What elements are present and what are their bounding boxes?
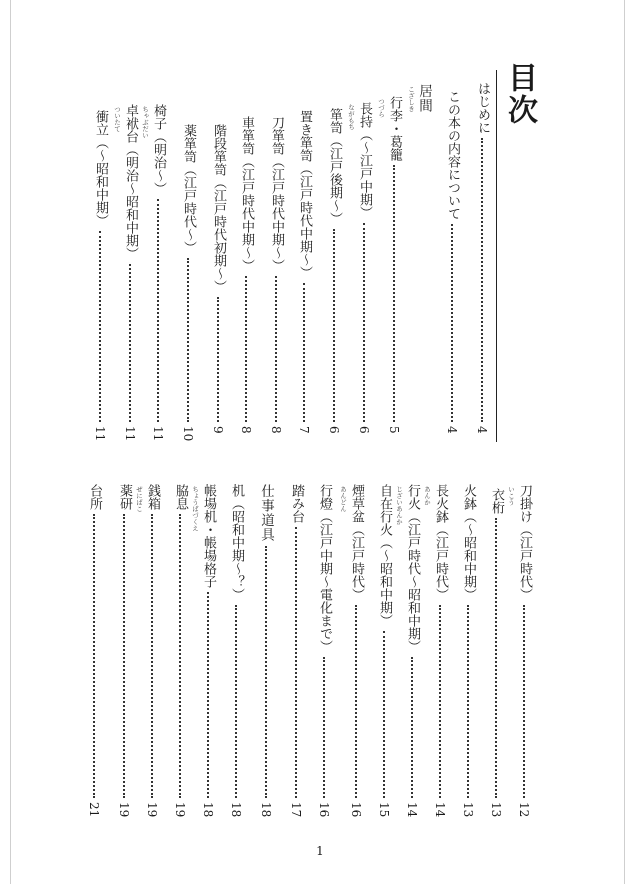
entry-label: 台所	[87, 484, 102, 510]
page-number-ref: 18	[229, 802, 243, 818]
ruby-reading: ながもち	[347, 104, 355, 130]
page-number-ref: 14	[433, 802, 447, 818]
toc-entry	[327, 0, 342, 434]
dotted-leader	[187, 258, 191, 422]
entry-label: はじめに	[475, 82, 490, 134]
ruby-reading: じざいあんか	[395, 486, 403, 525]
toc-title: 目次	[502, 62, 537, 126]
toc-entry	[461, 0, 476, 818]
dotted-leader	[207, 592, 211, 798]
page-number-ref: 19	[145, 802, 159, 818]
dotted-leader	[323, 657, 327, 798]
toc-entry	[258, 0, 274, 818]
entry-label: 行火（江戸時代〜昭和中期）	[405, 484, 420, 653]
dotted-leader	[439, 605, 443, 798]
toc-entry	[489, 0, 504, 818]
ruby-reading: ぜにばこ	[135, 486, 143, 512]
page-number-ref: 15	[377, 802, 391, 818]
page-number-ref: 5	[387, 426, 401, 434]
dotted-leader	[411, 657, 415, 798]
page-number-ref: 4	[475, 426, 489, 434]
entry-label: 銭箱	[145, 484, 160, 510]
ruby-reading: ちゃぶだい	[141, 106, 149, 139]
page-number-ref: 6	[357, 426, 371, 434]
toc-entry	[317, 0, 332, 818]
entry-label: 帳場机・帳場格子	[201, 484, 216, 588]
entry-label: 椅子（明治〜）	[151, 104, 166, 195]
toc-entry	[113, 0, 138, 442]
page-number-ref: 18	[259, 802, 273, 818]
dotted-leader	[303, 283, 307, 422]
page-number-ref: 14	[405, 802, 419, 818]
entry-label: 車箪笥（江戸時代中期〜）	[239, 116, 254, 272]
page-number-ref: 19	[117, 802, 131, 818]
entry-label: 薬箪笥（江戸時代〜）	[181, 124, 196, 254]
dotted-leader	[179, 514, 183, 798]
dotted-leader	[157, 199, 161, 422]
toc-entry	[269, 0, 284, 434]
dotted-leader	[523, 605, 527, 798]
toc-entry	[377, 0, 402, 434]
page-number-ref: 8	[239, 426, 253, 434]
dotted-leader	[275, 276, 279, 422]
page-border-left	[10, 0, 11, 884]
page-number-ref: 8	[269, 426, 283, 434]
toc-entry	[239, 0, 254, 434]
entry-label: 卓袱台（明治〜昭和中期）	[123, 104, 138, 260]
page-number-ref: 12	[517, 802, 531, 818]
toc-entry	[93, 0, 108, 442]
dotted-leader	[481, 138, 485, 422]
page-number-ref: 16	[317, 802, 331, 818]
entry-label: 階段箪笥（江戸時代初期〜）	[211, 124, 226, 293]
dotted-leader	[355, 605, 359, 798]
ruby-reading: つづら	[377, 98, 385, 118]
toc-entry	[475, 0, 490, 434]
page-number-ref: 18	[201, 802, 215, 818]
entry-label: 刀箪笥（江戸時代中期〜）	[269, 116, 284, 272]
toc-entry	[211, 0, 226, 434]
dotted-leader	[383, 631, 387, 798]
page-number-ref: 4	[445, 426, 459, 434]
dotted-leader	[333, 229, 337, 422]
dotted-leader	[123, 514, 127, 798]
page-border-right	[624, 0, 625, 884]
dotted-leader	[99, 231, 103, 422]
entry-label: 衝立（〜昭和中期）	[93, 110, 108, 227]
entry-label: 自在行火（〜昭和中期）	[377, 484, 392, 627]
dotted-leader	[151, 514, 155, 798]
section-heading: 居間	[416, 84, 432, 113]
toc-entry	[191, 0, 216, 818]
toc-entry	[181, 0, 196, 442]
entry-label: 踏み台	[289, 484, 304, 523]
dotted-leader	[265, 546, 269, 798]
entry-label: 行李・葛籠	[387, 96, 402, 161]
page-number-ref: 9	[211, 426, 225, 434]
page-number-ref: 16	[349, 802, 363, 818]
ruby-reading: いこう	[507, 486, 515, 506]
dotted-leader	[245, 276, 249, 422]
entry-label: 長持（〜江戸中期）	[357, 102, 372, 219]
page-number-ref: 6	[327, 426, 341, 434]
entry-label: この本の内容について	[445, 90, 460, 220]
toc-entry	[229, 0, 244, 818]
page-number-ref: 21	[87, 802, 101, 818]
page-number-ref: 13	[489, 802, 503, 818]
entry-label: 刀掛け（江戸時代）	[517, 484, 532, 601]
section-heading: 仕事道具	[258, 484, 274, 542]
entry-label: 火鉢（〜昭和中期）	[461, 484, 476, 601]
toc-entry	[289, 0, 304, 818]
entry-label: 煙草盆（江戸時代）	[349, 484, 364, 601]
entry-label: 置き箪笥（江戸時代中期〜）	[297, 110, 312, 279]
toc-entry	[347, 0, 372, 434]
dotted-leader	[129, 264, 133, 422]
ruby-reading: ついたて	[113, 106, 121, 132]
page-number-ref: 11	[93, 426, 107, 442]
dotted-leader	[295, 527, 299, 798]
page-number-ref: 13	[461, 802, 475, 818]
entry-label: 箪笥（江戸後期〜）	[327, 108, 342, 225]
dotted-leader	[93, 514, 97, 798]
toc-entry	[141, 0, 166, 442]
title-rule	[496, 70, 497, 442]
dotted-leader	[363, 223, 367, 422]
page-number-ref: 17	[289, 802, 303, 818]
dotted-leader	[467, 605, 471, 798]
page-number: 1	[316, 844, 324, 858]
toc-entry	[297, 0, 312, 434]
dotted-leader	[393, 165, 397, 422]
dotted-leader	[451, 224, 455, 422]
toc-entry	[407, 0, 432, 113]
toc-entry	[445, 0, 460, 434]
entry-label: 衣桁	[489, 488, 504, 514]
page-number-ref: 19	[173, 802, 187, 818]
page-number-ref: 11	[151, 426, 165, 442]
entry-label: 机（昭和中期〜？）	[229, 484, 244, 601]
dotted-leader	[217, 297, 221, 422]
dotted-leader	[235, 605, 239, 798]
dotted-leader	[495, 518, 499, 798]
entry-label: 行燈（江戸中期〜電化まで）	[317, 484, 332, 653]
ruby-reading: ちょうばづくえ	[191, 486, 199, 532]
ruby-reading: あんか	[423, 486, 431, 506]
page-number-ref: 11	[123, 426, 137, 442]
ruby-reading: こざしき	[407, 86, 415, 112]
page-number-ref: 10	[181, 426, 195, 442]
ruby-reading: あんどん	[339, 486, 347, 512]
entry-label: 脇息	[173, 484, 188, 510]
entry-label: 薬研	[117, 484, 132, 510]
page-number-ref: 7	[297, 426, 311, 434]
entry-label: 長火鉢（江戸時代）	[433, 484, 448, 601]
